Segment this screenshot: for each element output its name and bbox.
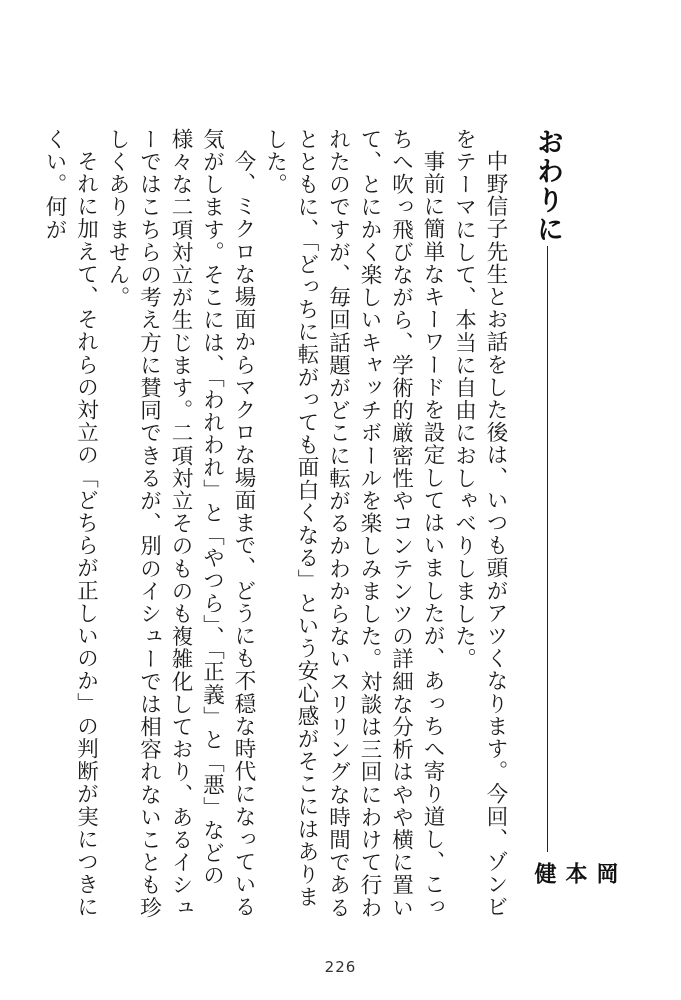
author-name: 岡本健: [531, 862, 618, 888]
chapter-heading: [528, 128, 618, 888]
paragraph: 今、ミクロな場面からマクロな場面まで、どうにも不穏な時代になっている気がします。そこには、「われわれ」と「やつら」、「正義」と「悪」などの様々な二項対立が生じます。二項対立そのものも複雑化しており、あるイシューではこちらの考え方に賛同できるが、別のイシューでは相容れないことも珍しくありません。: [105, 128, 256, 919]
chapter-title: おわりに: [532, 128, 563, 244]
paragraph: 中野信子先生とお話をした後は、いつも頭がアツくなります。今回、ゾンビをテーマにして、本当に自由におしゃべりしました。: [451, 128, 508, 918]
body-text: [39, 128, 512, 928]
paragraph: それに加えて、それらの対立の「どちらが正しいのか」の判断が実につきにくい。何が: [42, 128, 99, 918]
page-number: 226: [324, 958, 357, 976]
paragraph: 事前に簡単なキーワードを設定してはいましたが、あっちへ寄り道し、こっちへ吹っ飛びながら、学術的厳密性やコンテンツの詳細な分析はやや横に置いて、とにかく楽しいキャッチボールを楽しみました。対談は三回にわけて行われたのですが、毎回話題がどこに転がるかわからないスリリングな時間であるとともに、「どっちに転がっても面白くなる」という安心感がそこにはありました。: [262, 128, 445, 919]
heading-rule: [547, 246, 548, 852]
